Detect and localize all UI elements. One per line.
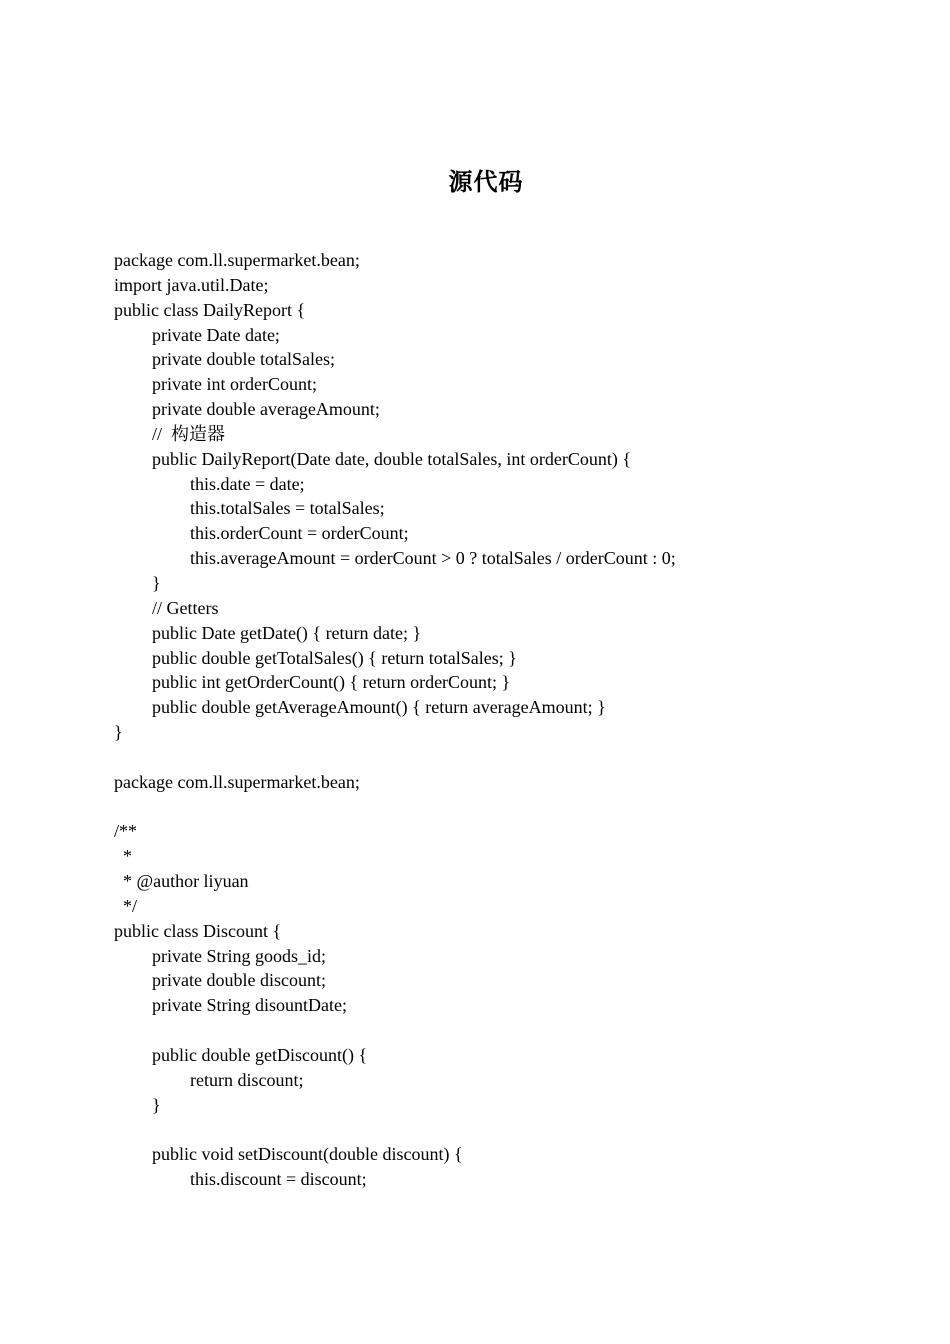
code-line: package com.ll.supermarket.bean; xyxy=(114,250,360,270)
code-line: package com.ll.supermarket.bean; xyxy=(114,771,360,792)
code-line: public Date getDate() { return date; } xyxy=(152,622,422,643)
document-title: 源代码 xyxy=(448,170,524,196)
code-line: private double discount; xyxy=(152,970,326,991)
code-line: public int getOrderCount() { return orderCount; } xyxy=(152,672,511,693)
source-code-block xyxy=(114,248,914,1192)
code-line: this.orderCount = orderCount; xyxy=(190,523,409,544)
code-line: } xyxy=(152,1094,161,1115)
code-line: return discount; xyxy=(190,1069,304,1090)
code-line: } xyxy=(152,572,161,593)
code-comment-line: * xyxy=(123,846,132,867)
code-comment-line: */ xyxy=(123,895,138,916)
code-line: private String goods_id; xyxy=(152,945,326,966)
code-blank-line xyxy=(114,795,914,820)
code-line: } xyxy=(114,722,123,743)
code-line: import java.util.Date; xyxy=(114,274,269,295)
code-line: private String disountDate; xyxy=(152,995,347,1016)
code-line: this.discount = discount; xyxy=(190,1169,367,1190)
code-blank-line xyxy=(114,745,914,770)
code-line: private int orderCount; xyxy=(152,374,317,395)
code-line: private Date date; xyxy=(152,324,280,345)
code-blank-line xyxy=(114,1018,914,1043)
code-line: public double getAverageAmount() { return averageAmount; } xyxy=(152,697,606,718)
code-line: public class Discount { xyxy=(114,920,282,941)
code-line: public void setDiscount(double discount) { xyxy=(152,1144,463,1165)
code-line: private double totalSales; xyxy=(152,349,335,370)
code-line: this.totalSales = totalSales; xyxy=(190,498,385,519)
code-comment-line: // 构造器 xyxy=(152,423,226,444)
code-line: public class DailyReport { xyxy=(114,299,306,320)
code-comment-line: /** xyxy=(114,821,138,842)
code-line: this.averageAmount = orderCount > 0 ? totalSales / orderCount : 0; xyxy=(190,548,676,569)
code-line: public DailyReport(Date date, double totalSales, int orderCount) { xyxy=(152,448,632,469)
code-line: private double averageAmount; xyxy=(152,399,380,420)
code-comment-line: // Getters xyxy=(152,597,219,618)
code-blank-line xyxy=(114,1118,914,1143)
code-line: this.date = date; xyxy=(190,473,305,494)
code-comment-line: * @author liyuan xyxy=(123,871,249,892)
code-line: public double getDiscount() { xyxy=(152,1045,368,1065)
code-line: public double getTotalSales() { return totalSales; } xyxy=(152,647,517,668)
